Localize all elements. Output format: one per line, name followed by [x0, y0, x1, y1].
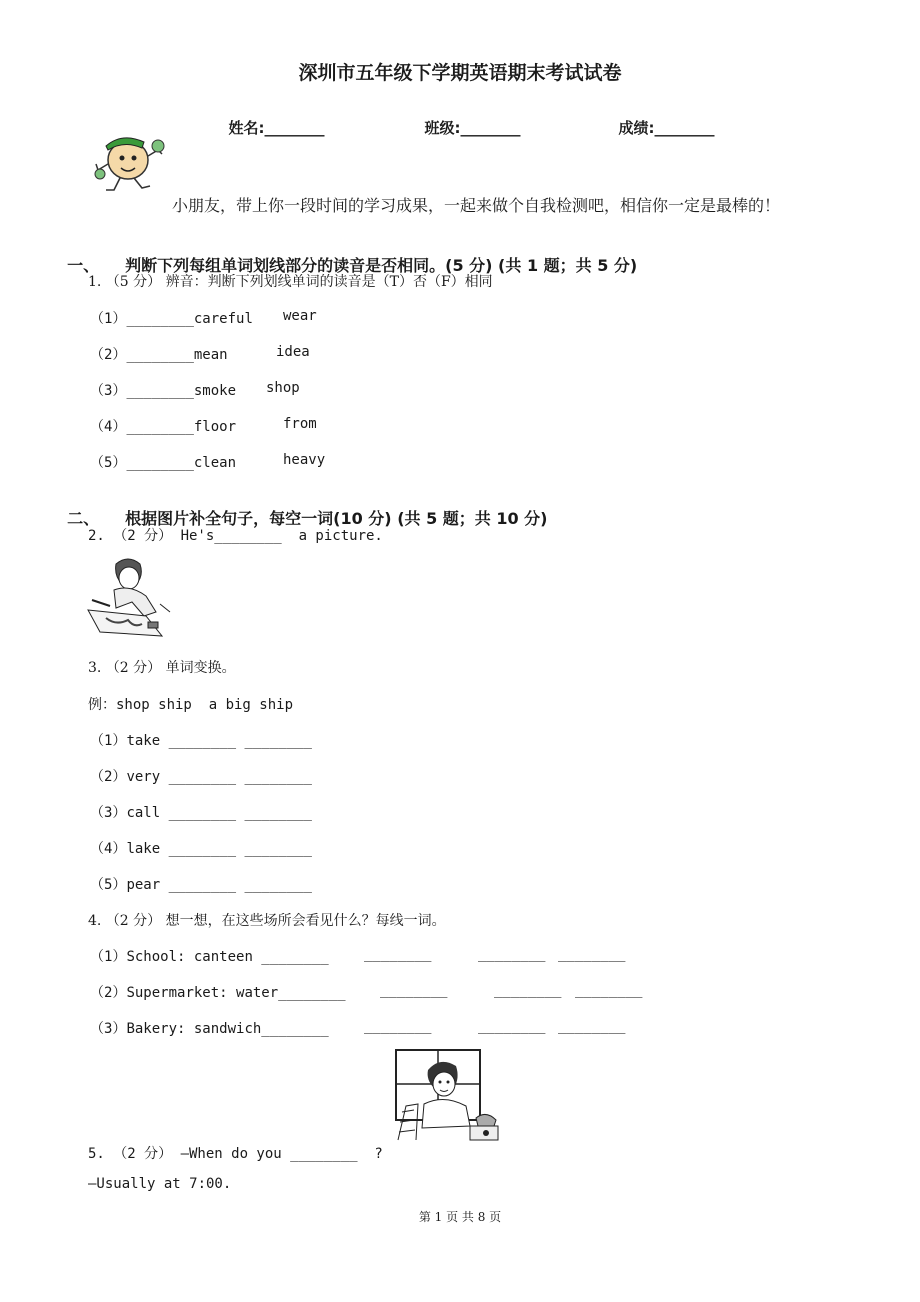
- section-1-heading: [56, 234, 637, 276]
- answer-blank[interactable]: ________: [126, 419, 194, 435]
- q5-stem: 5. （2 分） —When do you ________ ?: [88, 1146, 383, 1162]
- item-number: （3）: [90, 1021, 127, 1037]
- q3-item[interactable]: [90, 766, 312, 786]
- section-2-heading: [56, 487, 548, 529]
- q3-stem: 3. （2 分） 单词变换。: [88, 660, 236, 676]
- section-1-number: 一、: [67, 256, 100, 275]
- item-number: （2）: [90, 769, 127, 785]
- word-2: wear: [283, 308, 317, 324]
- q3-item[interactable]: [90, 874, 312, 894]
- item-number: （5）: [90, 455, 127, 471]
- q5-answer: —Usually at 7:00.: [88, 1176, 232, 1192]
- q4-item[interactable]: [90, 946, 329, 966]
- page-footer: 第 1 页 共 8 页: [418, 1210, 502, 1224]
- item-number: （5）: [90, 877, 127, 893]
- item-text: call ________ ________: [126, 805, 312, 821]
- item-number: （3）: [90, 383, 127, 399]
- word-2: heavy: [283, 452, 326, 468]
- item-number: （1）: [90, 949, 127, 965]
- word-2: shop: [266, 380, 300, 396]
- page-title: 深圳市五年级下学期英语期末考试试卷: [298, 62, 622, 84]
- mascot-illustration: [92, 130, 172, 196]
- answer-blank[interactable]: ________: [126, 383, 194, 399]
- score-field[interactable]: [608, 99, 714, 138]
- word-1: clean: [193, 455, 237, 471]
- q1-stem: 1. （5 分） 辨音：判断下列划线单词的读音是（T）否（F）相同: [88, 274, 493, 290]
- q1-item: [90, 380, 236, 400]
- q1-item: [90, 308, 253, 328]
- q3-item[interactable]: [90, 802, 312, 822]
- word-2: from: [283, 416, 317, 432]
- word-1: floor: [193, 419, 237, 435]
- q4-item[interactable]: [90, 982, 346, 1002]
- class-blank: ________: [460, 119, 521, 137]
- q1-item: [90, 344, 228, 364]
- name-field[interactable]: [218, 99, 324, 138]
- answer-blank[interactable]: ________: [364, 1018, 432, 1034]
- answer-blank[interactable]: ________: [558, 946, 626, 962]
- answer-blank[interactable]: ________: [380, 982, 448, 998]
- name-label: 姓名:: [228, 119, 265, 137]
- item-number: （4）: [90, 419, 127, 435]
- intro-text: 小朋友，带上你一段时间的学习成果，一起来做个自我检测吧，相信你一定是最棒的！: [172, 196, 781, 215]
- class-label: 班级:: [424, 119, 461, 137]
- answer-blank[interactable]: ________: [478, 1018, 546, 1034]
- answer-blank[interactable]: ________: [126, 311, 194, 327]
- name-blank: ________: [264, 119, 325, 137]
- boy-at-desk-illustration: [394, 1048, 502, 1144]
- item-lead: Supermarket: water________: [126, 985, 346, 1001]
- q3-item[interactable]: [90, 730, 312, 750]
- item-lead: Bakery: sandwich________: [126, 1021, 329, 1037]
- word-1: smoke: [193, 383, 237, 399]
- q4-item[interactable]: [90, 1018, 329, 1038]
- answer-blank[interactable]: ________: [575, 982, 643, 998]
- word-1: careful: [193, 311, 253, 327]
- item-lead: School: canteen ________: [126, 949, 329, 965]
- answer-blank[interactable]: ________: [478, 946, 546, 962]
- item-text: take ________ ________: [126, 733, 312, 749]
- item-text: very ________ ________: [126, 769, 312, 785]
- item-number: （3）: [90, 805, 127, 821]
- item-number: （1）: [90, 733, 127, 749]
- answer-blank[interactable]: ________: [364, 946, 432, 962]
- q4-stem: 4. （2 分） 想一想，在这些场所会看见什么？每线一词。: [88, 913, 446, 929]
- item-number: （4）: [90, 841, 127, 857]
- section-2-title: 根据图片补全句子，每空一词(10 分) (共 5 题；共 10 分): [125, 509, 548, 528]
- score-blank: ________: [654, 119, 715, 137]
- answer-blank[interactable]: ________: [558, 1018, 626, 1034]
- q3-example: 例：shop ship a big ship: [88, 697, 294, 713]
- q1-item: [90, 452, 236, 472]
- q1-item: [90, 416, 236, 436]
- q3-item[interactable]: [90, 838, 312, 858]
- q2-stem: 2. （2 分） He's________ a picture.: [88, 528, 383, 544]
- section-2-number: 二、: [67, 509, 100, 528]
- section-1-title: 判断下列每组单词划线部分的读音是否相同。(5 分) (共 1 题；共 5 分): [125, 256, 638, 275]
- item-text: lake ________ ________: [126, 841, 312, 857]
- answer-blank[interactable]: ________: [494, 982, 562, 998]
- score-label: 成绩:: [618, 119, 655, 137]
- item-text: pear ________ ________: [126, 877, 312, 893]
- word-1: mean: [193, 347, 228, 363]
- word-2: idea: [276, 344, 310, 360]
- answer-blank[interactable]: ________: [126, 455, 194, 471]
- boy-drawing-illustration: [86, 556, 172, 640]
- item-number: （2）: [90, 985, 127, 1001]
- item-number: （2）: [90, 347, 127, 363]
- class-field[interactable]: [414, 99, 520, 138]
- answer-blank[interactable]: ________: [126, 347, 194, 363]
- item-number: （1）: [90, 311, 127, 327]
